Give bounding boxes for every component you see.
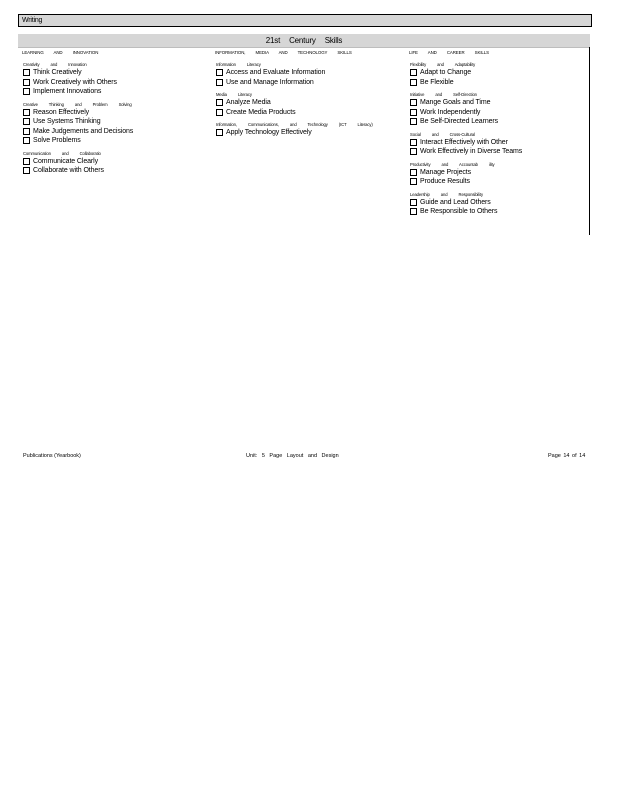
skill-item-label: Work Creatively with Others [33,78,117,86]
skill-group-title: Social and Cross-Cultural [410,131,475,137]
skill-item-label: Work Effectively in Diverse Teams [420,148,523,156]
skill-checkbox[interactable] [410,79,417,86]
skill-item-label: Solve Problems [33,137,81,145]
skill-group-title: Media Literacy [216,92,252,97]
skill-group-title: Initiative and Self-Direction [410,92,477,97]
skill-item-label: Produce Results [420,178,470,186]
footer-unit: Unit: 5 Page Layout and Design [246,453,339,459]
skill-checkbox[interactable] [410,199,417,206]
footer-page-number: Page 14 of 14 [548,453,586,459]
skill-group-title: Information Literacy [216,62,261,67]
skill-item[interactable] [23,127,203,137]
skill-item[interactable] [410,108,590,118]
skill-item-label: Interact Effectively with Other [420,138,508,146]
skill-item-label: Access and Evaluate Information [226,69,326,77]
skill-item-label: Make Judgements and Decisions [33,127,134,135]
skill-item-label: Communicate Clearly [33,157,99,165]
skill-checkbox[interactable] [410,99,417,106]
skill-group [18,151,203,176]
skill-item[interactable] [23,78,203,88]
column-heading: LIFE AND CAREER SKILLS [409,50,489,55]
skill-item[interactable] [410,147,590,157]
skill-checkbox[interactable] [23,79,30,86]
skill-group [211,122,396,138]
skills-column-learning [18,50,203,181]
skill-checkbox[interactable] [410,118,417,125]
skill-item[interactable] [410,98,590,108]
skill-group [405,132,590,157]
skill-group-title: Communication and Collaboratio [23,150,101,156]
skill-item[interactable] [410,177,590,187]
skill-item[interactable] [216,98,396,108]
skill-group [405,62,590,87]
skill-item[interactable] [216,128,396,138]
skill-item[interactable] [410,117,590,127]
skill-item[interactable] [23,157,203,167]
skill-checkbox[interactable] [216,109,223,116]
skill-checkbox[interactable] [410,69,417,76]
skill-group-title: Leadership and Responsibility [410,191,483,197]
skill-item-label: Analyze Media [226,99,271,107]
skill-item[interactable] [23,87,203,97]
skill-item-label: Use and Manage Information [226,78,314,86]
skill-group [18,102,203,146]
skill-item[interactable] [216,68,396,78]
skills-column-information [211,50,396,143]
skill-checkbox[interactable] [23,118,30,125]
skill-checkbox[interactable] [23,128,30,135]
skills-column-life-career [405,50,590,222]
section-title: Writing [22,17,43,24]
skill-item[interactable] [23,136,203,146]
skill-item-label: Work Independently [420,108,481,116]
skill-item-label: Reason Effectively [33,108,90,116]
skill-item[interactable] [216,108,396,118]
skill-item-label: Be Flexible [420,78,454,86]
skill-checkbox[interactable] [410,169,417,176]
skill-item-label: Use Systems Thinking [33,118,101,126]
skill-item[interactable] [23,108,203,118]
skill-item[interactable] [410,168,590,178]
skill-checkbox[interactable] [23,158,30,165]
skill-checkbox[interactable] [216,99,223,106]
skill-checkbox[interactable] [23,69,30,76]
skill-item-label: Implement Innovations [33,88,102,96]
skill-item-label: Mange Goals and Time [420,99,491,107]
skill-group-title: Productivity and Accountab ility [410,161,495,167]
skill-group-title: Flexibility and Adaptability [410,62,476,67]
footer-course: Publications (Yearbook) [23,453,81,459]
skill-item-label: Apply Technology Effectively [226,129,312,137]
skills-heading-bar [18,34,590,48]
skill-item[interactable] [23,68,203,78]
skill-item-label: Adapt to Change [420,69,472,77]
skill-checkbox[interactable] [216,79,223,86]
skill-group [405,192,590,217]
skill-group [211,62,396,87]
skill-item-label: Be Responsible to Others [420,208,498,216]
skill-item-label: Think Creatively [33,69,82,77]
skill-item-label: Create Media Products [226,108,296,116]
skill-checkbox[interactable] [23,167,30,174]
skill-group-title: Creativity and Innovation [23,62,87,67]
skill-checkbox[interactable] [410,109,417,116]
section-title-bar [18,14,592,27]
skill-checkbox[interactable] [23,137,30,144]
skill-item[interactable] [410,198,590,208]
skill-group-title: Creative Thinking and Problem Solving [23,101,132,107]
skill-group [405,92,590,127]
skill-group [18,62,203,97]
skill-checkbox[interactable] [216,129,223,136]
skill-checkbox[interactable] [410,208,417,215]
skill-item-label: Collaborate with Others [33,167,104,175]
skill-item-label: Guide and Lead Others [420,198,491,206]
skill-checkbox[interactable] [216,69,223,76]
skill-item[interactable] [216,78,396,88]
skill-item-label: Manage Projects [420,168,472,176]
column-heading: LEARNING AND INNOVATION [22,50,99,55]
skill-checkbox[interactable] [410,139,417,146]
skill-checkbox[interactable] [410,148,417,155]
skill-checkbox[interactable] [410,178,417,185]
skill-item[interactable] [23,117,203,127]
skill-checkbox[interactable] [23,109,30,116]
skill-item[interactable] [410,138,590,148]
skill-group [211,92,396,117]
skill-item-label: Be Self-Directed Learners [420,118,499,126]
skill-item[interactable] [410,68,590,78]
skill-group-title: Information, Communications, and Technology (ICT Literacy) [216,122,373,127]
skill-group [405,162,590,187]
skill-item[interactable] [23,166,203,176]
column-heading: INFORMATION, MEDIA AND TECHNOLOGY SKILLS [215,50,352,55]
skill-item[interactable] [410,78,590,88]
skill-checkbox[interactable] [23,88,30,95]
skills-heading: 21st Century Skills [265,36,343,45]
skill-item[interactable] [410,207,590,217]
